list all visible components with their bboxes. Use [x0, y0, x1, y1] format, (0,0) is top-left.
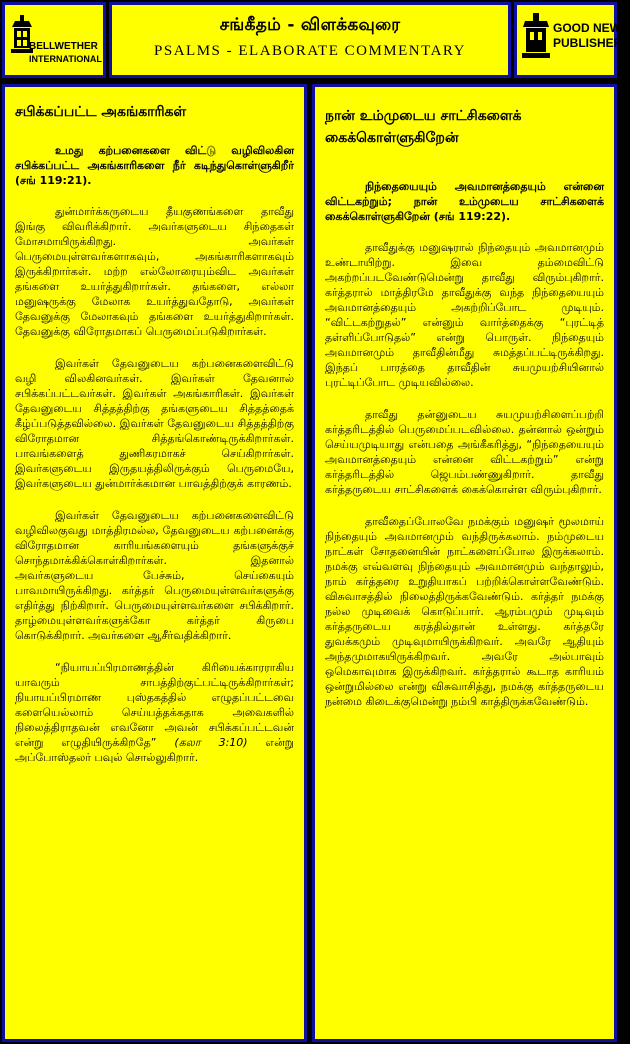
scripture-reference: (கலா 3:10): [174, 736, 248, 749]
left-lead-verse: உமது கற்பனைகளை விட்டு வழிவிலகின சபிக்கப்பட்ட அகங்காரிகளை நீர் கடிந்துகொள்ளுகிறீர் (சங் 119:21).: [15, 144, 294, 187]
good-news-logo-icon: [522, 13, 550, 63]
header-left-logo-box: [2, 2, 106, 78]
left-section-title: சபிக்கப்பட்ட அகங்காரிகள்: [15, 104, 187, 120]
left-paragraph-1: துன்மார்க்கருடைய தீயகுணங்களை தாவீது இங்கு விவரிக்கிறார். அவர்களுடைய சிந்தைகள் மோசமாயிருக்கிறது. அவர்கள் பெருமையுள்ளவர்களாகவும், அகங்காரிகளாகவும் இருக்கிறார்கள். மற்ற எல்லோரையும்விட அவர்கள் தங்களை உயர்த்துகிறார்கள். தங்களை, எல்லா மனுஷருக்கு மேலாக உயர்த்துவதோடு, அவர்கள் தேவனுக்கு மேலாகவும் தங்களை உயர்த்துகிறார்கள். தேவனுக்கு விரோதமாகப் பெருமைப்படுகிறார்கள்.: [15, 205, 294, 338]
scripture-quote: “நியாயப்பிரமாணத்தின் கிரியைக்காரராகிய யாவரும் சாபத்திற்குட்பட்டிருக்கிறார்கள்; நியாயப்பிரமாண புஸ்தகத்தில் எழுதப்பட்டவை களையெல்லாம் செய்யத்தக்கதாக அவைகளில் நிலைத்திராதவன் எவனோ அவன் சபிக்கப்பட்டவன் என்று எழுதியிருக்கிறதே”: [15, 661, 294, 749]
left-paragraph-3: இவர்கள் தேவனுடைய கற்பனைகளைவிட்டு வழிவிலகுவது மாத்திரமல்ல, தேவனுடைய கற்பனைக்கு விரோதமான காரியங்களையும் தங்களுக்குச் சொந்தமாக்கிக்கொள்கிறார்கள். இதனால் அவர்களுடைய பேச்சும், செய்கையும் பாவமாயிருக்கிறது. கர்த்தர் பெருமையுள்ளவர்களுக்கு எதிர்த்து நிற்கிறார். பெருமையுள்ளவர்களை சபிக்கிறார். தாழ்மையுள்ளவர்களுக்கோ கர்த்தர் கிருபை கொடுக்கிறார். அவர்களை ஆசீர்வதிக்கிறார்.: [15, 509, 294, 642]
right-lead-verse: நிந்தையையும் அவமானத்தையும் என்னை விட்டகற்றும்; நான் உம்முடைய சாட்சிகளைக் கைக்கொள்ளுகிறேன் (சங் 119:22).: [325, 180, 604, 223]
left-paragraph-2: இவர்கள் தேவனுடைய கற்பனைகளைவிட்டு வழி விலகினவர்கள். இவர்கள் தேவனால் சபிக்கப்பட்டவர்கள். இவர்கள் அகங்காரிகள். இவர்கள் தேவனுடைய சித்தத்திற்கு தங்களுடைய சித்தத்தைக் கீழ்ப்படுத்தவில்லை. இவர்கள் தேவனுடைய சித்தத்திற்கு விரோதமான சித்தங்கொண்டிருக்கிறார்கள். பாவங்களைத் துணிகரமாகச் செய்கிறார்கள். இவர்களுடைய இருதயத்திலிருக்கும் பெருமையே, இவர்களுடைய துன்மார்க்கமான பாவத்திற்குக் காரணம்.: [15, 357, 294, 490]
right-paragraph-2: தாவீது தன்னுடைய சுயமுயற்சிளைப்பற்றி கர்த்தரிடத்தில் பெருமைப்படவில்லை. தன்னால் ஒன்றும் செய்யமுடியாது என்பதை அங்கீகரித்து, “நிந்தையையும் அவமானத்தையும் என்னை விட்டகற்றும்” என்று கர்த்தரிடத்தில் ஜெபம்பண்ணுகிறார். தாவீது கர்த்தருடைய சாட்சிகளைக் கைக்கொள்ள விரும்புகிறார்.: [325, 408, 604, 496]
left-paragraph-4: [15, 660, 294, 765]
header-right-logo-box: [514, 2, 630, 78]
logo-line-2: INTERNATIONAL: [29, 54, 102, 64]
logo-line-1: GOOD NEWS: [553, 21, 630, 35]
logo-line-1: BELLWETHER: [29, 41, 98, 52]
title-tamil: சங்கீதம் - விளக்கவுரை: [219, 15, 401, 35]
logo-line-2: PUBLISHERS: [553, 36, 630, 50]
bellwether-logo-text: [29, 41, 102, 65]
quote-attribution: என்று அப்போஸ்தலர் பவுல் சொல்லுகிறார்.: [15, 736, 295, 764]
title-english: PSALMS - ELABORATE COMMENTARY: [154, 43, 466, 59]
left-column: [2, 84, 307, 1042]
good-news-logo-text: [553, 21, 630, 51]
right-section-title: நான் உம்முடைய சாட்சிகளைக் கைக்கொள்ளுகிறேன்: [325, 108, 522, 146]
header-title-box: [109, 2, 511, 78]
right-paragraph-3: தாவீதைப்போலவே நமக்கும் மனுஷர் மூலமாய் நிந்தையும் அவமானமும் வந்திருக்கலாம். நம்முடைய நாட்கள் சோதனையின் நாட்களைப்போல இருக்கலாம். நமக்கு எவ்வளவு நிந்தையும் அவமானமும் வந்தாலும், நாம் கர்த்தரை உறுதியாகப் பற்றிக்கொள்ளவேண்டும். விசுவாசத்தில் நிலைத்திருக்கவேண்டும். கர்த்தர் நமக்கு நல்ல முடிவைக் கொடுப்பார். ஆரம்பமும் முடிவும் கர்த்தருடைய கரத்தில்தான் உள்ளது. கர்த்தரே துவக்கமும் முடிவுமாயிருக்கிறவர். அவரே ஆதியும் அந்தமுமாகயிருக்கிறவர். அவரே அல்பாவும் ஒமெகாவுமாக இருக்கிறவர். கர்த்தரால் கூடாத காரியம் ஒன்றுமில்லை என்று விசுவாசித்து, நமக்கு கர்த்தருடைய நன்மை கிடைக்குமென்று நம்பி காத்திருக்கவேண்டும்.: [325, 515, 604, 708]
right-column: [312, 84, 617, 1042]
right-paragraph-1: தாவீதுக்கு மனுஷரால் நிந்தையும் அவமானமும் உண்டாயிற்று. இவை தம்மைவிட்டு அகற்றப்படவேண்டுமென்று தாவீது விரும்புகிறார். கர்த்தரால் மாத்திரமே தாவீதுக்கு வந்த நிந்தையையும் அவமானத்தையும் அகற்றிப்போட முடியும். “விட்டகற்றுதல்” என்னும் வார்த்தைக்கு “புரட்டித் தள்ளிப்போடுதல்” என்று பொருள். நிந்தையும் அவமானமும் தாவீதின்மீது சுமத்தப்பட்டிருக்கிறது. இந்தப் பாரத்தை தாவீதின் சுயமுயற்சியினால் புரட்டிப்போட முடியவில்லை.: [325, 241, 604, 389]
